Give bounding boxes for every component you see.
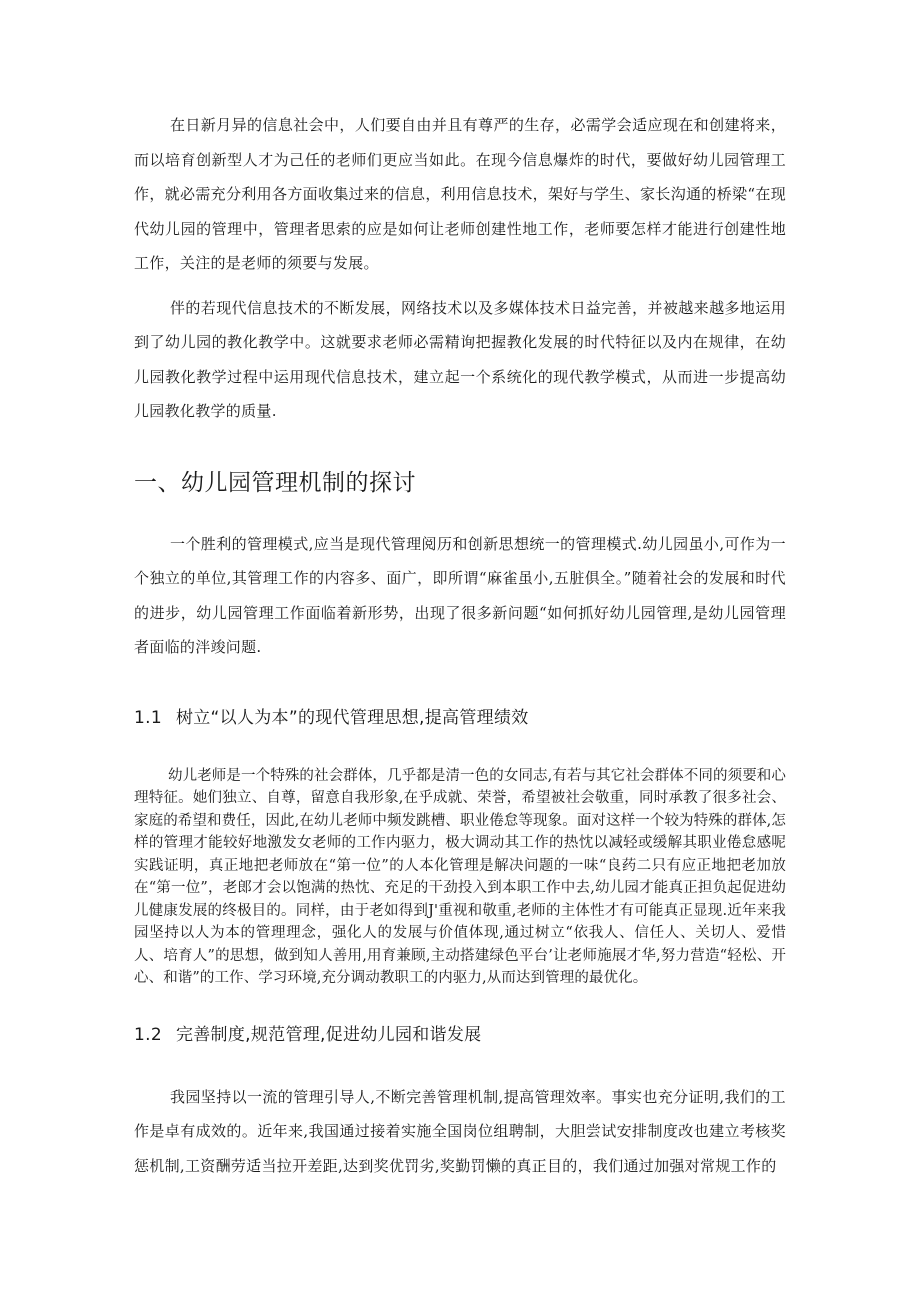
section-1-paragraph: 一个胜利的管理模式,应当是现代管理阅历和创新思想统一的管理模式.幼儿园虽小,可作为一个独立的单位,其管理工作的内容多、面广，即所谓“麻雀虽小,五脏俱全。”随着社会的发展和时代的进步，幼儿园管理工作面临着新形势，出现了很多新问题“如何抓好幼儿园管理,是幼儿园管理者面临的泮竣问题. [134, 534, 786, 656]
section-1-heading: 一、幼儿园管理机制的探讨 [134, 469, 416, 496]
subsection-1-1-title: 树立“以人为本”的现代管理思想,提高管理绩效 [175, 707, 529, 728]
subsection-1-2-heading [134, 1022, 786, 1048]
intro-paragraph-1: 在日新月异的信息社会中，人们要自由并且有尊严的生存，必需学会适应现在和创建将来，而以培育创新型人才为己任的老师们更应当如此。在现今信息爆炸的时代，要做好幼儿园管理工作，就必需充分利用各方面收集过来的信息，利用信息技术，架好与学生、家长沟通的桥梁“在现代幼儿园的管理中，管理者思索的应是如何让老师创建性地工作，老师要怎样才能进行创建性地工作，关注的是老师的须要与发展。 [134, 116, 786, 272]
subsection-1-2-paragraph: 我园坚持以一流的管理引导人,不断完善管理机制,提高管理效率。事实也充分证明,我们的工作是卓有成效的。近年来,我国通过接着实施全国岗位组聘制，大胆尝试安排制度改也建立考核奖惩机制,工资酬劳适当拉开差距,达到奖优罚劣,奖勤罚懒的真正目的，我们通过加强对常规工作的 [134, 1087, 786, 1175]
intro-paragraph-2: 伴的若现代信息技术的不断发展，网络技术以及多媒体技术日益完善，并被越来越多地运用到了幼儿园的教化教学中。这就要求老师必需精询把握教化发展的时代特征以及内在规律，在幼儿园教化教学过程中运用现代信息技术，建立起一个系统化的现代教学模式，从而进一步提高幼儿园教化教学的质量. [134, 298, 786, 420]
subsection-1-2-number: 1.2 [134, 1024, 162, 1045]
subsection-1-1-heading [134, 705, 786, 731]
subsection-1-1-number: 1.1 [134, 707, 162, 728]
subsection-1-2-title: 完善制度,规范管理,促进幼儿园和谐发展 [175, 1024, 482, 1045]
subsection-1-1-paragraph: 幼儿老师是一个特殊的社会群体，几乎都是清一色的女同志,有若与其它社会群体不同的须要和心理特征。她们独立、自尊，留意自我形象,在乎成就、荣誉，希望被社会敬重，同时承教了很多社会、家庭的希望和费任，因此,在幼儿老师中频发跳槽、职业倦怠等现象。面对这样一个较为特殊的群体,怎样的管理才能较好地激发女老师的工作内驱力，极大调动其工作的热忱以减轻或缓解其职业倦怠感呢实践证明，真正地把老师放在“第一位”的人本化管理是解决问题的一味“良药二只有应正地把老加放在“第一位”，老郎才会以饱满的热忱、充足的干劲投入到本职工作中去,幼儿园才能真正担负起促进幼儿健康发展的终极目的。同样，由于老如得到J'重视和敬重,老师的主体性才有可能真正显现.近年来我园坚持以人为本的管理理念，强化人的发展与价值体现,通过树立“依我人、信任人、关切人、爱惜人、培育人”的思想，做到知人善用,用育兼顾,主动搭建绿色平台’让老师施展才华,努力营造“轻松、开心、和谐”的工作、学习环境,充分调动教职工的内驱力,从而达到管理的最优化。 [134, 767, 786, 986]
document-page [134, 108, 786, 1183]
